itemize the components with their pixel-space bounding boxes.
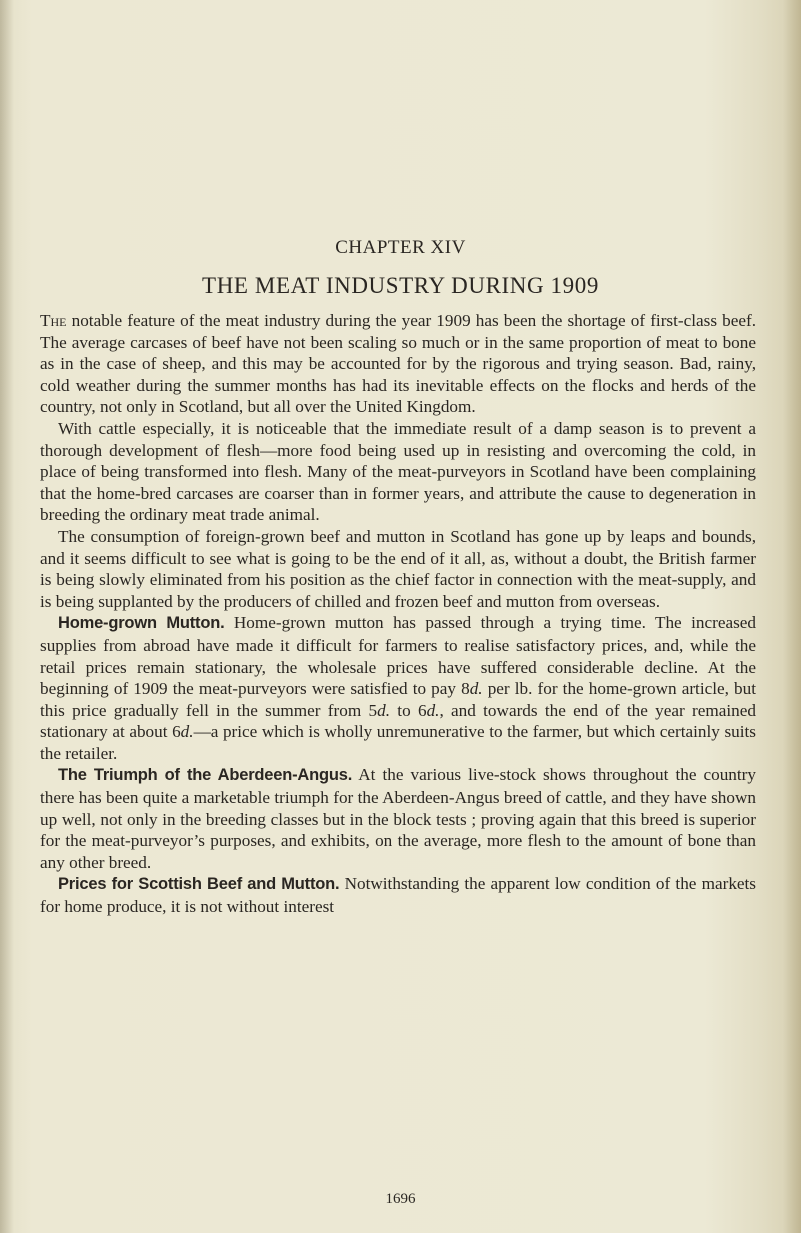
pence-unit: d. — [469, 679, 483, 699]
paragraph-text: per lb. for the home-grown article, but this price gradually fell in the summer from 5 — [40, 679, 757, 720]
pence-unit: d. — [377, 700, 390, 720]
chapter-title: THE MEAT INDUSTRY DURING 1909 — [202, 273, 599, 298]
side-heading-home-grown-mutton: Home-grown Mutton. — [58, 614, 225, 633]
side-heading-scottish-prices: Prices for Scottish Beef and Mutton. — [58, 875, 340, 894]
chapter-heading: CHAPTER XIV — [335, 237, 466, 258]
paragraph-lead: The — [40, 311, 67, 330]
body-text — [40, 310, 756, 918]
paragraph-text: Notwithstanding the apparent low condition of the markets for home produce, it is not without interest — [40, 874, 757, 917]
paragraph-text: At the various live-stock shows throughout the country there has been quite a marketable triumph for the Aberdeen-Angus breed of cattle, and they have shown up well, not only in the breeding classes but in the block tests ; proving again that this breed is superior for the meat-purveyor’s purposes, and exhibits, on the average, more flesh to the amount of bone than any other breed. — [40, 765, 756, 872]
paragraph-3: The consumption of foreign-grown beef and mutton in Scotland has gone up by leaps and bounds, and it seems difficult to see what is going to be the end of it all, as, without a doubt, the British farmer is being slowly eliminated from his position as the chief factor in connection with the meat-supply, and is being supplanted by the producers of chilled and frozen beef and mutton from overseas. — [40, 526, 756, 611]
side-heading-aberdeen-angus: The Triumph of the Aberdeen-Angus. — [58, 766, 353, 785]
paragraph-text: —a price which is wholly unremunerative to the farmer, but which certainly suits the retailer. — [40, 722, 756, 763]
binding-shadow — [0, 0, 14, 1233]
paragraph-6 — [40, 873, 756, 917]
paragraph-text: notable feature of the meat industry during the year 1909 has been the shortage of first-class beef. The average carcases of beef have not been scaling so much or in the same proportion of meat to bone as in the case of sheep, and this may be accounted for by the rigorous and trying season. Bad, rainy, cold weather during the summer months has had its inevitable effects on the flocks and herds of the country, not only in Scotland, but all over the United Kingdom. — [40, 311, 756, 417]
paragraph-text: to 6 — [390, 700, 427, 720]
page-edge — [783, 0, 801, 1233]
page-number: 1696 — [385, 1191, 416, 1207]
paragraph-text: , and towards the end of the year remained stationary at about 6 — [40, 700, 756, 742]
paragraph-1 — [40, 310, 756, 418]
pence-unit: d. — [180, 722, 194, 742]
paragraph-4 — [40, 612, 756, 764]
paragraph-5 — [40, 764, 756, 873]
paragraph-text: Home-grown mutton has passed through a trying time. The increased supplies from abroad have made it difficult for farmers to realise satisfactory prices, and, while the retail prices remain stationary, the wholesale prices have suffered considerable decline. At the beginning of 1909 the meat-purveyors were satisfied to pay 8 — [40, 613, 756, 699]
paragraph-2: With cattle especially, it is noticeable that the immediate result of a damp season is to prevent a thorough development of flesh—more food being used up in resisting and overcoming the cold, in place of being transformed into flesh. Many of the meat-purveyors in Scotland have been complaining that the home-bred carcases are coarser than in former years, and attribute the cause to degeneration in breeding the ordinary meat trade animal. — [40, 418, 756, 525]
pence-unit: d. — [426, 700, 440, 720]
